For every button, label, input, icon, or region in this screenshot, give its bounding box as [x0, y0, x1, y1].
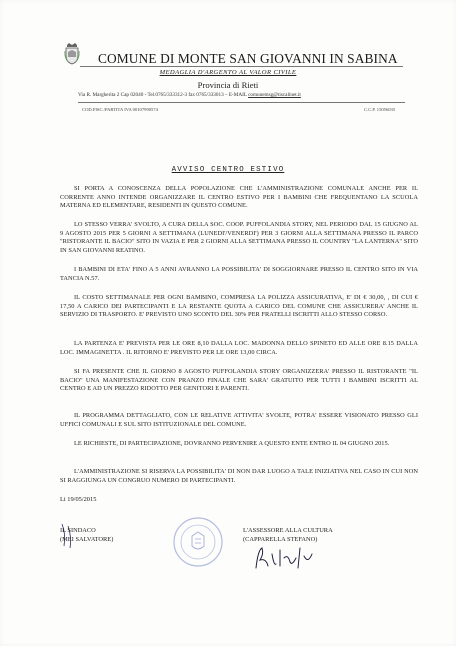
mayor-name: (MEI SALVATORE) — [60, 536, 114, 543]
coat-of-arms-icon — [64, 43, 80, 65]
paragraph-organization: LO STESSO VERRA' SVOLTO, A CURA DELLA SOC. COOP. PUFFOLANDIA STORY, NEL PERIODO DAL 15 GIUGNO AL 9 AGOSTO 2015 PER 5 GIORNI A SETTIMANA (LUNEDI'/VENERDI') PER 3 GIORNI ALLA SETTIMANA PRESSO IL PARCO "RISTORANTE IL BACIO" SITO IN VAZIA E PER 2 GIORNI ALLA SETTIMANA PRESSO IL COUNTRY "LA LANTERNA" SITO IN SAN GIOVANNI REATINO. — [60, 221, 418, 254]
notice-title: AVVISO CENTRO ESTIVO — [171, 166, 285, 174]
paragraph-age: I BAMBINI DI ETA' FINO A 5 ANNI AVRANNO LA POSSIBILITA' DI SOGGIORNARE PRESSO IL CENTRO SITO IN VIA TANCIA N.57. — [60, 266, 418, 282]
address-line — [78, 92, 301, 98]
municipality-title: COMUNE DI MONTE SAN GIOVANNI IN SABINA — [98, 51, 398, 66]
notice-date: Li 19/05/2015 — [60, 496, 97, 503]
paragraph-reservation: L'AMMINISTRAZIONE SI RISERVA LA POSSIBILITA' DI NON DAR LUOGO A TALE INIZIATIVA NEL CASO IN CUI NON SI RAGGIUNGA UN CONGRUO NUMERO DI PARTECIPANTI. — [60, 468, 418, 484]
paragraph-intro: SI PORTA A CONOSCENZA DELLA POPOLAZIONE CHE L'AMMINISTRAZIONE COMUNALE ANCHE PER IL CORRENTE ANNO INTENDE ORGANIZZARE IL CENTRO ESTIVO PER I BAMBINI CHE FREQUENTANO LA SCUOLA MATERNA ED ELEMENTARE, RESIDENTI IN QUESTO COMUNE. — [60, 185, 418, 209]
header-rule-bottom — [78, 102, 405, 103]
medal-subtitle: MEDAGLIA D'ARGENTO AL VALOR CIVILE — [159, 69, 297, 76]
paragraph-cost: IL COSTO SETTIMANALE PER OGNI BAMBINO, COMPRESA LA POLIZZA ASSICURATIVA, E' DI € 30,00, , DI CUI € 17,50 A CARICO DEI PARTECIPANTI E LA RESTANTE QUOTA A CARICO DEL COMUNE CHE ASSICURERA' ANCHE IL SERVIZIO DI TRASPORTO. E' PREVISTO UNO SCONTO DEL 30% PER FRATELLI ISCRITTI ALLO STESSO CORSO. — [60, 294, 418, 318]
address-text: Via R. Margherita 2 Cap 02040 - Tel.0765/333312-3 fax 0765/333013 – E-MAIL — [78, 92, 247, 98]
handwritten-signature-icon — [252, 544, 318, 572]
mayor-role: IL SINDACO — [60, 527, 96, 534]
paragraph-program: IL PROGRAMMA DETTAGLIATO, CON LE RELATIVE ATTIVITA' SVOLTE, POTRA' ESSERE VISIONATO PRESSO GLI UFFICI COMUNALI E SUL SITO ISTITUZIONALE DEL COMUNE. — [60, 412, 418, 428]
assessor-role: L'ASSESSORE ALLA CULTURA — [243, 527, 333, 534]
province-label: Provincia di Rieti — [197, 80, 259, 90]
municipal-stamp-icon — [168, 512, 228, 572]
mayor-signature-block — [60, 526, 113, 544]
paragraph-event: SI FA PRESENTE CHE IL GIORNO 8 AGOSTO PUFFOLANDIA STORY ORGANIZZERA' PRESSO IL RISTORANTE "IL BACIO" UNA MANIFESTAZIONE CON PRANZO FINALE CHE SARA' GRATUITO PER TUTTI I BAMBINI ISCRITTI AL CENTRO E AD UN PREZZO RIDOTTO PER GENITORI E PARENTI. — [60, 368, 418, 392]
paragraph-deadline: LE RICHIESTE, DI PARTECIPAZIONE, DOVRANNO PERVENIRE A QUESTO ENTE ENTRO IL 04 GIUGNO 2015. — [74, 440, 390, 447]
header-rule-top — [80, 66, 403, 67]
assessor-name: (CAPPARELLA STEFANO) — [243, 536, 318, 543]
postal-account: C.C.P. 15056035 — [364, 107, 396, 112]
email-link[interactable]: comunemsg@tiscalinet.it — [248, 92, 301, 98]
tax-code: COD.FISC./PARTITA IVA 00107990574 — [82, 107, 158, 112]
assessor-signature-block — [243, 526, 333, 544]
paragraph-departure: LA PARTENZA E' PREVISTA PER LE ORE 8,10 DALLA LOC. MADONNA DELLO SPINETO ED ALLE ORE 8.15 DALLA LOC. IMMAGINETTA . IL RITORNO E' PREVISTO PER LE ORE 13,00 CIRCA. — [60, 340, 418, 356]
